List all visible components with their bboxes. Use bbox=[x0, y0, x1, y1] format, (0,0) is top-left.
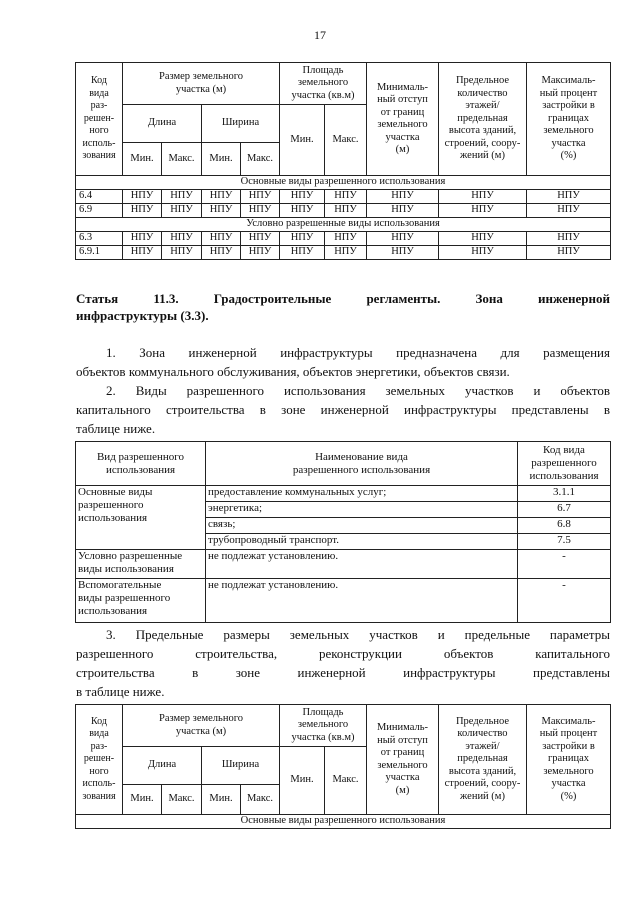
header-length-min: Мин. bbox=[123, 143, 162, 176]
list-item: трубопроводный транспорт. bbox=[206, 534, 518, 550]
table-row: 6.9 НПУ НПУ НПУ НПУ НПУ НПУ НПУ НПУ НПУ bbox=[76, 204, 611, 218]
uses-header-code: Код вида разрешенного использования bbox=[518, 442, 611, 486]
header-area-min: Мин. bbox=[280, 105, 325, 176]
list-item: предоставление коммунальных услуг; bbox=[206, 486, 518, 502]
header-width-max: Макс. bbox=[241, 143, 280, 176]
paragraph-2: 2. Виды разрешенного использования земельных участков и объектов капитального строительства в зоне инженерной инфраструктуры представлены в таблице ниже. bbox=[76, 383, 610, 436]
uses-aux-code: - bbox=[518, 579, 611, 623]
header-area: Площадь земельного участка (кв.м) bbox=[280, 705, 367, 747]
header-area: Площадь земельного участка (кв.м) bbox=[280, 63, 367, 105]
header-area-max: Макс. bbox=[325, 747, 367, 815]
section-main: Основные виды разрешенного использования bbox=[76, 815, 611, 829]
uses-aux-text: не подлежат установлению. bbox=[206, 579, 518, 623]
header-coverage: Максималь- ный процент застройки в границах земельного участка (%) bbox=[527, 705, 611, 815]
bottom-params-table bbox=[75, 704, 611, 829]
header-coverage: Максималь- ный процент застройки в границах земельного участка (%) bbox=[527, 63, 611, 176]
article-heading-line2: инфраструктуры (3.3). bbox=[76, 308, 209, 323]
header-width-min: Мин. bbox=[202, 785, 241, 815]
header-size: Размер земельного участка (м) bbox=[123, 63, 280, 105]
uses-header-name: Наименование вида разрешенного использования bbox=[206, 442, 518, 486]
header-width: Ширина bbox=[202, 747, 280, 785]
header-code: Код вида раз- решен- ного исполь- зования bbox=[76, 705, 123, 815]
uses-main-label: Основные виды разрешенного использования bbox=[76, 486, 206, 550]
table-row: 6.4 НПУ НПУ НПУ НПУ НПУ НПУ НПУ НПУ НПУ bbox=[76, 190, 611, 204]
uses-aux-label: Вспомогательные виды разрешенного использования bbox=[76, 579, 206, 623]
table-row: 6.3 НПУ НПУ НПУ НПУ НПУ НПУ НПУ НПУ НПУ bbox=[76, 232, 611, 246]
list-item: энергетика; bbox=[206, 502, 518, 518]
section-main: Основные виды разрешенного использования bbox=[76, 176, 611, 190]
uses-cond-text: не подлежат установлению. bbox=[206, 550, 518, 579]
section-conditional: Условно разрешенные виды использования bbox=[76, 218, 611, 232]
paragraph-1: 1. Зона инженерной инфраструктуры предназначена для размещения объектов коммунального обслуживания, объектов энергетики, объектов связи. bbox=[76, 345, 610, 379]
header-width-min: Мин. bbox=[202, 143, 241, 176]
header-setback: Минималь- ный отступ от границ земельного участка (м) bbox=[367, 705, 439, 815]
uses-cond-label: Условно разрешенные виды использования bbox=[76, 550, 206, 579]
top-params-table bbox=[75, 62, 611, 260]
header-floors: Предельное количество этажей/ предельная высота зданий, строений, соору- жений (м) bbox=[439, 705, 527, 815]
header-length: Длина bbox=[123, 105, 202, 143]
header-area-max: Макс. bbox=[325, 105, 367, 176]
paragraph-3: 3. Предельные размеры земельных участков и предельные параметры разрешенного строительства, реконструкции объектов капитального строительства в зоне инженерной инфраструктуры представлены в таблице ниже. bbox=[76, 627, 610, 699]
header-length-max: Макс. bbox=[162, 785, 202, 815]
list-item: связь; bbox=[206, 518, 518, 534]
table-row: 6.9.1 НПУ НПУ НПУ НПУ НПУ НПУ НПУ НПУ НПУ bbox=[76, 246, 611, 260]
article-heading-line1: Статья 11.3. Градостроительные регламенты. Зона инженерной bbox=[76, 291, 610, 306]
header-size: Размер земельного участка (м) bbox=[123, 705, 280, 747]
article-heading bbox=[76, 290, 610, 324]
header-floors: Предельное количество этажей/ предельная высота зданий, строений, соору- жений (м) bbox=[439, 63, 527, 176]
header-length-max: Макс. bbox=[162, 143, 202, 176]
header-length: Длина bbox=[123, 747, 202, 785]
uses-header-kind: Вид разрешенного использования bbox=[76, 442, 206, 486]
header-code: Код вида раз- решен- ного исполь- зования bbox=[76, 63, 123, 176]
header-width-max: Макс. bbox=[241, 785, 280, 815]
header-length-min: Мин. bbox=[123, 785, 162, 815]
header-area-min: Мин. bbox=[280, 747, 325, 815]
page-number: 17 bbox=[314, 28, 326, 42]
header-width: Ширина bbox=[202, 105, 280, 143]
header-setback: Минималь- ный отступ от границ земельного участка (м) bbox=[367, 63, 439, 176]
permitted-uses-table: Вид разрешенного использования Наименование вида разрешенного использования Код вида разрешенного использования Основные виды разрешенного использования предоставление коммунальных услуг; 3.1.1 энергетика; 6.7 связь; 6.8 трубопроводный транспорт. 7.5 Условно разрешенные виды использования не подлежат установлению. - Вспомогательные виды разрешенного использования не подлежат установлению. - bbox=[75, 441, 611, 623]
uses-cond-code: - bbox=[518, 550, 611, 579]
